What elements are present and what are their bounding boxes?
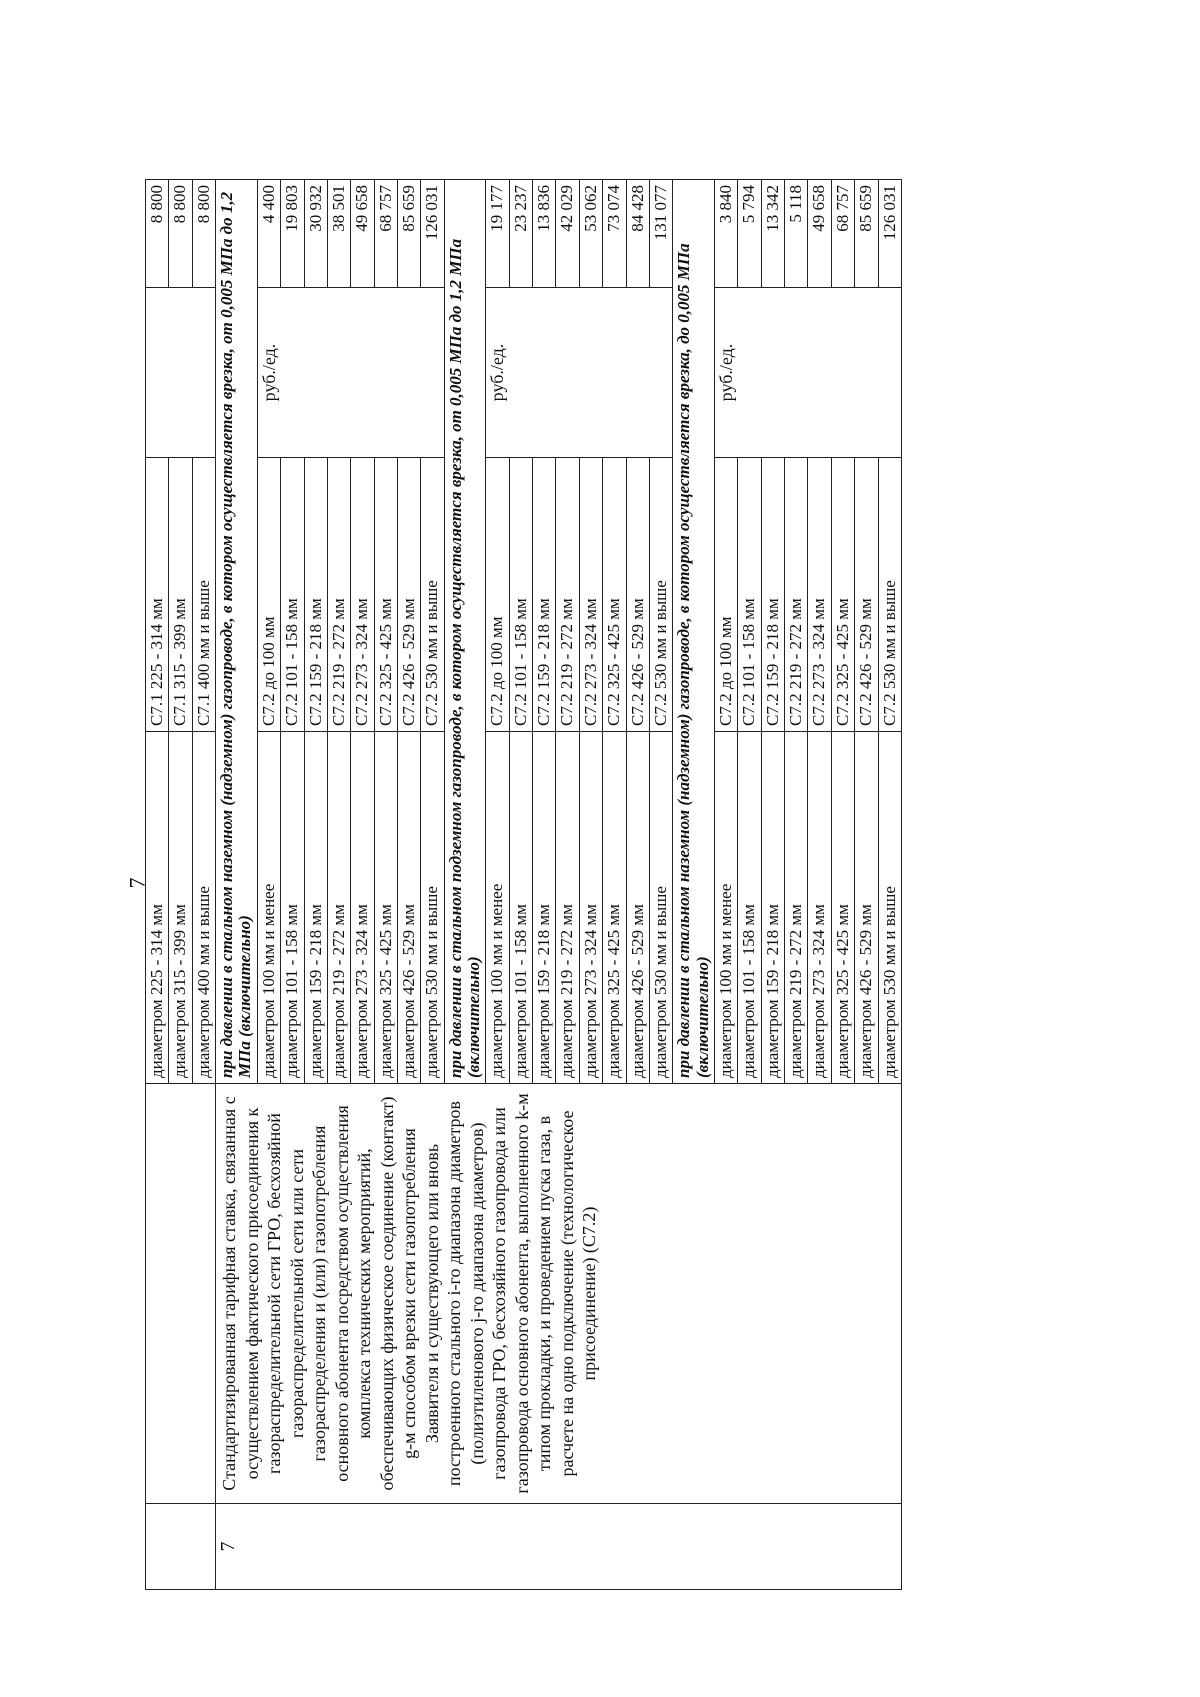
rate-code: С7.2 101 - 158 мм [509, 458, 532, 732]
sub-item-label: диаметром 315 - 399 мм [169, 732, 192, 1084]
rate-value: 19 177 [486, 180, 509, 288]
group-header: при давлении в стальном наземном (надземном) газопроводе, в котором осуществляется врезка, от 0,005 МПа до 1,2 МПа (включительно) [216, 180, 258, 1084]
rate-value: 5 794 [738, 180, 761, 288]
rate-value: 38 501 [327, 180, 350, 288]
rate-code: С7.2 325 - 425 мм [374, 458, 397, 732]
sub-item-label: диаметром 325 - 425 мм [374, 732, 397, 1084]
sub-item-label: диаметром 273 - 324 мм [579, 732, 602, 1084]
rate-code: С7.2 530 мм и выше [878, 458, 901, 732]
rate-value: 85 659 [855, 180, 878, 288]
rate-value: 30 932 [304, 180, 327, 288]
rate-code: С7.2 219 - 272 мм [327, 458, 350, 732]
rate-code: С7.2 530 мм и выше [649, 458, 672, 732]
sub-item-label: диаметром 101 - 158 мм [281, 732, 304, 1084]
rate-code: С7.2 159 - 218 мм [761, 458, 784, 732]
rate-value: 13 342 [761, 180, 784, 288]
sub-item-label: диаметром 325 - 425 мм [831, 732, 854, 1084]
rate-value: 8 800 [192, 180, 215, 288]
rate-code: С7.2 426 - 529 мм [855, 458, 878, 732]
rate-value: 19 803 [281, 180, 304, 288]
group-header: при давлении в стальном наземном (надземном) газопроводе, в котором осуществляется врезка, до 0,005 МПа (включительно) [673, 180, 715, 1084]
rate-code: С7.2 до 100 мм [257, 458, 280, 732]
rate-code: С7.2 101 - 158 мм [281, 458, 304, 732]
sub-item-label: диаметром 273 - 324 мм [808, 732, 831, 1084]
tariff-description: Стандартизированная тарифная ставка, связанная с осуществлением фактического присоединения к газораспределительной сети ГРО, бесхозяйной газораспределительной сети или сети газораспределения и (или) газопотребления основного абонента посредством осуществления комплекса технических мероприятий, обеспечивающих физическое соединение (контакт) g-м способом врезки сети газопотребления Заявителя и существующего или вновь построенного стального i-го диапазона диаметров (полиэтиленового j-го диапазона диаметров) газопровода ГРО, бесхозяйного газопровода или газопровода основного абонента, выполненного k-м типом прокладки, и проведением пуска газа, в расчете на одно подключение (технологическое присоединение) (С7.2) [216, 1084, 902, 1504]
sub-item-label: диаметром 219 - 272 мм [556, 732, 579, 1084]
rate-value: 68 757 [831, 180, 854, 288]
rate-code: С7.2 159 - 218 мм [533, 458, 556, 732]
sub-item-label: диаметром 325 - 425 мм [603, 732, 626, 1084]
group-header-row [216, 180, 258, 1590]
rate-code: С7.2 219 - 272 мм [785, 458, 808, 732]
page-number: 7 [124, 877, 150, 889]
rate-code: С7.2 219 - 272 мм [556, 458, 579, 732]
sub-item-label: диаметром 426 - 529 мм [855, 732, 878, 1084]
rate-code: С7.2 101 - 158 мм [738, 458, 761, 732]
group-header: при давлении в стальном подземном газопроводе, в котором осуществляется врезка, от 0,005 МПа до 1,2 МПа (включительно) [444, 180, 486, 1084]
sub-item-label: диаметром 530 мм и выше [421, 732, 444, 1084]
row-number-cell [146, 1504, 216, 1590]
rate-value: 3 840 [714, 180, 737, 288]
rate-value: 53 062 [579, 180, 602, 288]
sub-item-label: диаметром 100 мм и менее [257, 732, 280, 1084]
rate-code: С7.2 325 - 425 мм [603, 458, 626, 732]
sub-item-label: диаметром 101 - 158 мм [738, 732, 761, 1084]
rate-value: 126 031 [878, 180, 901, 288]
sub-item-label: диаметром 273 - 324 мм [351, 732, 374, 1084]
row-number: 7 [216, 1504, 902, 1590]
rate-code: С7.1 400 мм и выше [192, 458, 215, 732]
unit-cell: руб./ед. [257, 288, 444, 458]
rate-value: 8 800 [146, 180, 169, 288]
rate-code: С7.2 273 - 324 мм [351, 458, 374, 732]
rate-code: С7.2 до 100 мм [486, 458, 509, 732]
rate-code: С7.2 426 - 529 мм [397, 458, 420, 732]
rate-value: 68 757 [374, 180, 397, 288]
rate-code: С7.2 273 - 324 мм [579, 458, 602, 732]
sub-item-label: диаметром 100 мм и менее [486, 732, 509, 1084]
rate-value: 126 031 [421, 180, 444, 288]
sub-item-label: диаметром 219 - 272 мм [327, 732, 350, 1084]
sub-item-label: диаметром 159 - 218 мм [761, 732, 784, 1084]
unit-cell: руб./ед. [486, 288, 673, 458]
rate-value: 85 659 [397, 180, 420, 288]
tariff-table [145, 179, 902, 1590]
rate-code: С7.2 325 - 425 мм [831, 458, 854, 732]
unit-cell: руб./ед. [714, 288, 901, 458]
rate-code: С7.1 315 - 399 мм [169, 458, 192, 732]
rate-value: 13 836 [533, 180, 556, 288]
rate-value: 4 400 [257, 180, 280, 288]
sub-item-label: диаметром 101 - 158 мм [509, 732, 532, 1084]
table-row [146, 180, 169, 1590]
rotated-page [145, 180, 1095, 1590]
rate-code: С7.2 до 100 мм [714, 458, 737, 732]
sub-item-label: диаметром 219 - 272 мм [785, 732, 808, 1084]
sub-item-label: диаметром 400 мм и выше [192, 732, 215, 1084]
rate-code: С7.2 426 - 529 мм [626, 458, 649, 732]
sub-item-label: диаметром 426 - 529 мм [397, 732, 420, 1084]
tariff-table-body [146, 180, 902, 1590]
sub-item-label: диаметром 159 - 218 мм [304, 732, 327, 1084]
rate-value: 84 428 [626, 180, 649, 288]
rate-code: С7.2 159 - 218 мм [304, 458, 327, 732]
rate-value: 8 800 [169, 180, 192, 288]
rate-code: С7.2 530 мм и выше [421, 458, 444, 732]
description-cell-top [146, 1084, 216, 1504]
rate-value: 42 029 [556, 180, 579, 288]
unit-cell-top [146, 288, 216, 458]
sub-item-label: диаметром 426 - 529 мм [626, 732, 649, 1084]
rate-value: 73 074 [603, 180, 626, 288]
rate-value: 5 118 [785, 180, 808, 288]
rate-value: 23 237 [509, 180, 532, 288]
sub-item-label: диаметром 225 - 314 мм [146, 732, 169, 1084]
rate-code: С7.2 273 - 324 мм [808, 458, 831, 732]
rate-value: 49 658 [808, 180, 831, 288]
sub-item-label: диаметром 530 мм и выше [878, 732, 901, 1084]
sub-item-label: диаметром 530 мм и выше [649, 732, 672, 1084]
rate-value: 49 658 [351, 180, 374, 288]
rate-value: 131 077 [649, 180, 672, 288]
sub-item-label: диаметром 100 мм и менее [714, 732, 737, 1084]
rate-code: С7.1 225 - 314 мм [146, 458, 169, 732]
sub-item-label: диаметром 159 - 218 мм [533, 732, 556, 1084]
